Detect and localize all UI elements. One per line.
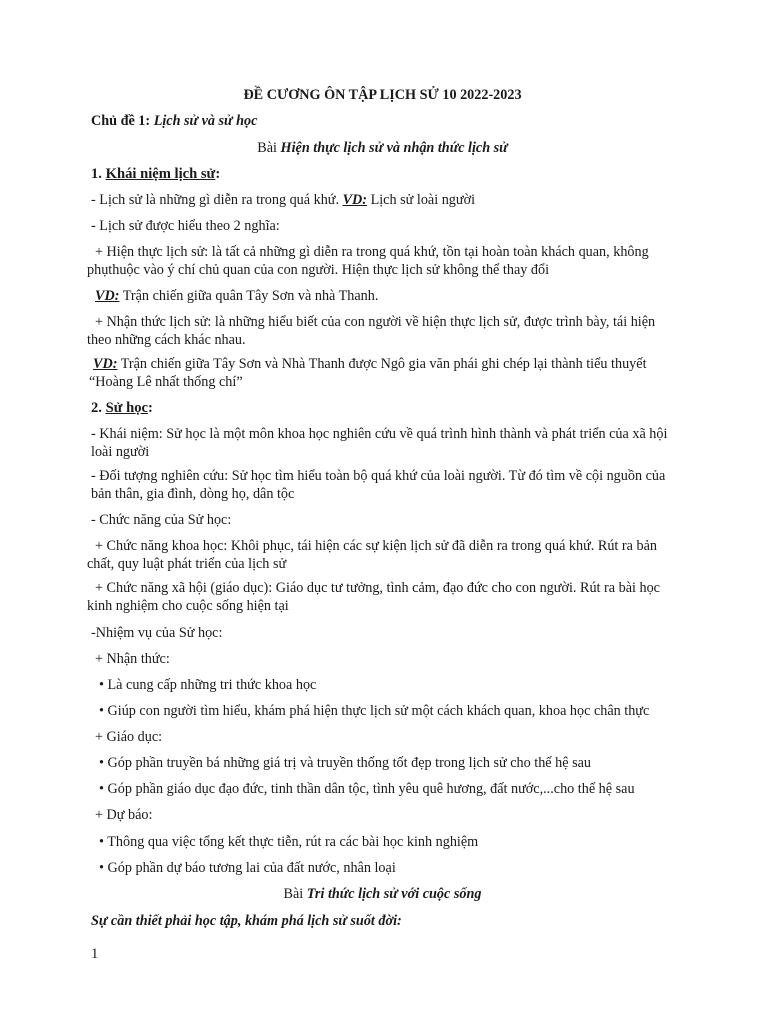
task-forecast-bullet-2: • Góp phần dự báo tương lai của đất nước, nhân loại xyxy=(99,860,396,876)
topic-name: Lịch sử và sử học xyxy=(153,113,258,129)
page-number: 1 xyxy=(91,946,99,962)
lesson-1-heading xyxy=(91,140,674,158)
section-1-colon: : xyxy=(215,166,221,182)
historical-reality-line-2: phụthuộc vào ý chí chủ quan của con người. Hiện thực lịch sử không thể thay đổi xyxy=(87,261,550,278)
definition-text: - Lịch sử là những gì diễn ra trong quá khứ. xyxy=(91,192,340,208)
task-forecast-bullet-1: • Thông qua việc tổng kết thực tiễn, rút ra các bài học kinh nghiệm xyxy=(99,834,479,850)
section-2-number: 2. xyxy=(91,400,102,416)
task-education-bullet-1: • Góp phần truyền bá những giá trị và truyền thống tốt đẹp trong lịch sử cho thế hệ sau xyxy=(99,755,591,771)
task-awareness: + Nhận thức: xyxy=(95,651,170,667)
paragraph-concept xyxy=(91,426,674,461)
example-2 xyxy=(91,356,674,391)
paragraph-tasks: -Nhiệm vụ của Sử học: xyxy=(91,625,223,641)
lesson-1-name: Hiện thực lịch sử và nhận thức lịch sử xyxy=(280,140,508,156)
paragraph-two-meanings: - Lịch sử được hiểu theo 2 nghĩa: xyxy=(91,218,280,234)
document-title: ĐỀ CƯƠNG ÔN TẬP LỊCH SỬ 10 2022-2023 xyxy=(243,87,522,103)
concept-line-1: - Khái niệm: Sử học là một môn khoa học nghiên cứu về quá trình hình thành và phát triển của xã hội xyxy=(91,426,668,442)
task-awareness-bullet-1: • Là cung cấp những tri thức khoa học xyxy=(99,677,317,693)
section-2-colon: : xyxy=(148,400,153,416)
task-awareness-bullet-2: • Giúp con người tìm hiểu, khám phá hiện thực lịch sử một cách khách quan, khoa học chân thực xyxy=(99,703,650,719)
historical-awareness-line-2: theo những cách khác nhau. xyxy=(87,331,246,348)
paragraph-research-object xyxy=(91,468,674,503)
section-2-title: Sử học xyxy=(105,400,149,416)
paragraph-historical-awareness xyxy=(87,314,674,349)
research-object-line-2: bản thân, gia đình, dòng họ, dân tộc xyxy=(91,485,295,502)
example-1-text: Trận chiến giữa quân Tây Sơn và nhà Thanh. xyxy=(122,288,379,304)
science-function-line-2: chất, quy luật phát triển của lịch sử xyxy=(87,555,287,572)
social-function-line-2: kinh nghiệm cho cuộc sống hiện tại xyxy=(87,597,289,614)
topic-label: Chủ đề 1: xyxy=(91,113,151,129)
lesson-2-name: Tri thức lịch sử với cuộc sống xyxy=(306,886,482,902)
example-label: VD: xyxy=(342,192,368,208)
section-1-title: Khái niệm lịch sử xyxy=(105,166,216,182)
science-function-line-1: + Chức năng khoa học: Khôi phục, tái hiện các sự kiện lịch sử đã diễn ra trong quá khứ. Rút ra bản xyxy=(95,538,657,554)
task-education: + Giáo dục: xyxy=(95,729,163,745)
paragraph-social-function xyxy=(87,580,674,615)
example-2-line-1: Trận chiến giữa Tây Sơn và Nhà Thanh được Ngô gia văn phái ghi chép lại thành tiểu thuyết xyxy=(120,356,647,372)
example-1 xyxy=(91,288,678,306)
concept-line-2: loài người xyxy=(91,443,150,460)
paragraph-historical-reality xyxy=(87,244,674,279)
lesson-2-heading xyxy=(91,886,674,904)
historical-reality-line-1: + Hiện thực lịch sử: là tất cả những gì diễn ra trong quá khứ, tồn tại hoàn toàn khách quan, không xyxy=(95,244,649,260)
lesson-2-prefix: Bài xyxy=(283,886,304,902)
definition-example: Lịch sử loài người xyxy=(370,192,476,208)
final-heading: Sự cần thiết phải học tập, khám phá lịch sử suốt đời: xyxy=(91,913,402,929)
topic-heading xyxy=(91,113,674,131)
research-object-line-1: - Đối tượng nghiên cứu: Sử học tìm hiểu toàn bộ quá khứ của loài người. Từ đó tìm về cội nguồn của xyxy=(91,468,666,484)
task-forecast: + Dự báo: xyxy=(95,807,153,823)
lesson-1-prefix: Bài xyxy=(257,140,277,156)
section-1-heading xyxy=(91,166,674,184)
paragraph-science-function xyxy=(87,538,674,573)
social-function-line-1: + Chức năng xã hội (giáo dục): Giáo dục tư tưởng, tình cảm, đạo đức cho con người. Rút ra bài học xyxy=(95,580,660,596)
section-1-number: 1. xyxy=(91,166,102,182)
historical-awareness-line-1: + Nhận thức lịch sử: là những hiểu biết của con người về hiện thực lịch sử, được trình bày, tái hiện xyxy=(95,314,656,330)
paragraph-definition xyxy=(91,192,674,210)
task-education-bullet-2: • Góp phần giáo dục đạo đức, tinh thần dân tộc, tình yêu quê hương, đất nước,...cho thế hệ sau xyxy=(99,781,635,797)
example-1-label: VD: xyxy=(95,288,120,304)
example-2-line-2: “Hoàng Lê nhất thống chí” xyxy=(89,373,243,390)
section-2-heading xyxy=(91,400,674,418)
example-2-label: VD: xyxy=(93,356,118,372)
paragraph-functions: - Chức năng của Sử học: xyxy=(91,512,232,528)
